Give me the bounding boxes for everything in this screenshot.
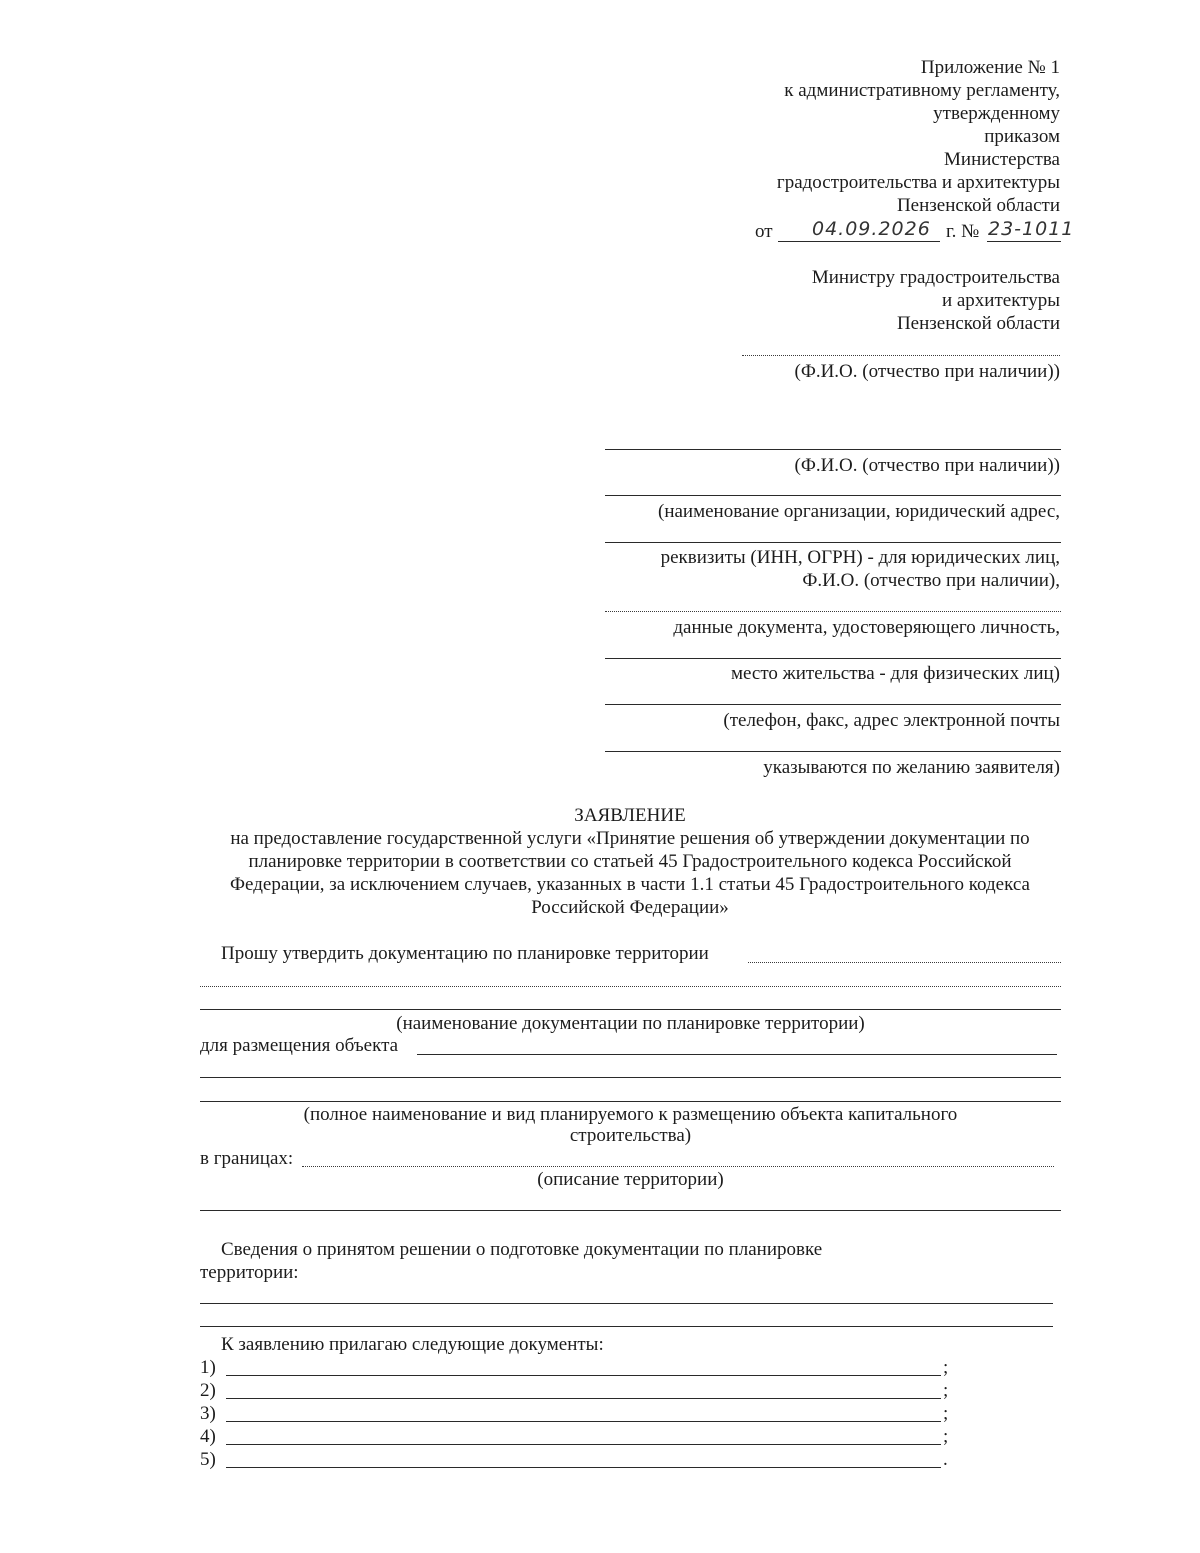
request-line-3	[200, 1009, 1061, 1010]
header-line-3: утвержденному	[933, 103, 1060, 124]
request-line-1	[748, 962, 1061, 963]
object-label: для размещения объекта	[200, 1035, 399, 1056]
year-number-prefix: г. №	[946, 221, 980, 242]
attachment-num-3: 3)	[200, 1403, 216, 1424]
decision-line-a	[200, 1303, 1053, 1304]
header-line-7: Пензенской области	[896, 195, 1060, 216]
applicant-phone-line	[605, 704, 1061, 705]
applicant-req-line	[605, 542, 1061, 543]
attachment-semicolon-4: ;	[943, 1426, 949, 1447]
attachment-line-4	[226, 1444, 941, 1445]
applicant-caption-1: (Ф.И.О. (отчество при наличии))	[794, 455, 1060, 476]
attachment-num-2: 2)	[200, 1380, 216, 1401]
object-caption-2: строительства)	[569, 1125, 692, 1146]
applicant-caption-5: данные документа, удостоверяющего личность,	[673, 617, 1060, 638]
applicant-caption-6: место жительства - для физических лиц)	[730, 663, 1060, 684]
title-line-3: Федерации, за исключением случаев, указанных в части 1.1 статьи 45 Градостроительного кодекса	[230, 874, 1030, 895]
applicant-doc-line	[605, 611, 1061, 612]
request-line-2	[200, 986, 1061, 987]
applicant-fio-line	[605, 449, 1061, 450]
header-line-6: градостроительства и архитектуры	[776, 172, 1060, 193]
attachment-line-5	[226, 1467, 941, 1468]
attachment-period-5: .	[943, 1449, 948, 1470]
attachment-num-1: 1)	[200, 1357, 216, 1378]
recipient-line-3: Пензенской области	[896, 313, 1060, 334]
attachment-semicolon-3: ;	[943, 1403, 949, 1424]
doc-caption: (наименование документации по планировке территории)	[396, 1013, 865, 1034]
header-line-2: к административному регламенту,	[784, 80, 1060, 101]
applicant-caption-8: указываются по желанию заявителя)	[763, 757, 1060, 778]
decision-line-2: территории:	[200, 1262, 299, 1283]
recipient-line-2: и архитектуры	[941, 290, 1060, 311]
handwritten-date: 04.09.2026	[812, 218, 931, 240]
applicant-residence-line	[605, 658, 1061, 659]
recipient-line-1: Министру градостроительства	[811, 267, 1060, 288]
handwritten-number: 23-1011	[988, 218, 1075, 240]
attachments-label: К заявлению прилагаю следующие документы:	[221, 1334, 604, 1355]
title-heading: ЗАЯВЛЕНИЕ	[574, 805, 686, 826]
attachment-num-4: 4)	[200, 1426, 216, 1447]
applicant-email-line	[605, 751, 1061, 752]
applicant-caption-4: Ф.И.О. (отчество при наличии),	[802, 570, 1060, 591]
recipient-fio-line	[742, 355, 1060, 356]
object-line-1	[417, 1054, 1057, 1055]
applicant-caption-7: (телефон, факс, адрес электронной почты	[723, 710, 1060, 731]
attachment-line-1	[226, 1375, 941, 1376]
bounds-caption: (описание территории)	[537, 1169, 724, 1190]
applicant-caption-2: (наименование организации, юридический адрес,	[658, 501, 1060, 522]
bounds-line-2	[200, 1210, 1061, 1211]
attachment-semicolon-2: ;	[943, 1380, 949, 1401]
applicant-caption-3: реквизиты (ИНН, ОГРН) - для юридических лиц,	[660, 547, 1060, 568]
attachment-num-5: 5)	[200, 1449, 216, 1470]
from-prefix: от	[755, 221, 773, 242]
date-underline	[778, 241, 940, 242]
number-underline	[987, 241, 1061, 242]
request-text: Прошу утвердить документацию по планировке территории	[221, 943, 709, 964]
attachment-line-3	[226, 1421, 941, 1422]
title-line-2: планировке территории в соответствии со статьей 45 Градостроительного кодекса Российской	[248, 851, 1012, 872]
header-line-4: приказом	[984, 126, 1060, 147]
header-line-5: Министерства	[944, 149, 1060, 170]
bounds-line-1	[302, 1166, 1054, 1167]
decision-line-1: Сведения о принятом решении о подготовке документации по планировке	[221, 1239, 823, 1260]
recipient-fio-caption: (Ф.И.О. (отчество при наличии))	[794, 361, 1060, 382]
object-line-2	[200, 1077, 1061, 1078]
title-line-1: на предоставление государственной услуги «Принятие решения об утверждении документации по	[230, 828, 1030, 849]
bounds-label: в границах:	[200, 1148, 294, 1169]
header-line-1: Приложение № 1	[920, 57, 1060, 78]
applicant-org-line	[605, 495, 1061, 496]
object-caption-1: (полное наименование и вид планируемого к размещению объекта капитального	[303, 1104, 958, 1125]
title-line-4: Российской Федерации»	[531, 897, 729, 918]
attachment-semicolon-1: ;	[943, 1357, 949, 1378]
decision-line-b	[200, 1326, 1053, 1327]
object-line-3	[200, 1101, 1061, 1102]
attachment-line-2	[226, 1398, 941, 1399]
